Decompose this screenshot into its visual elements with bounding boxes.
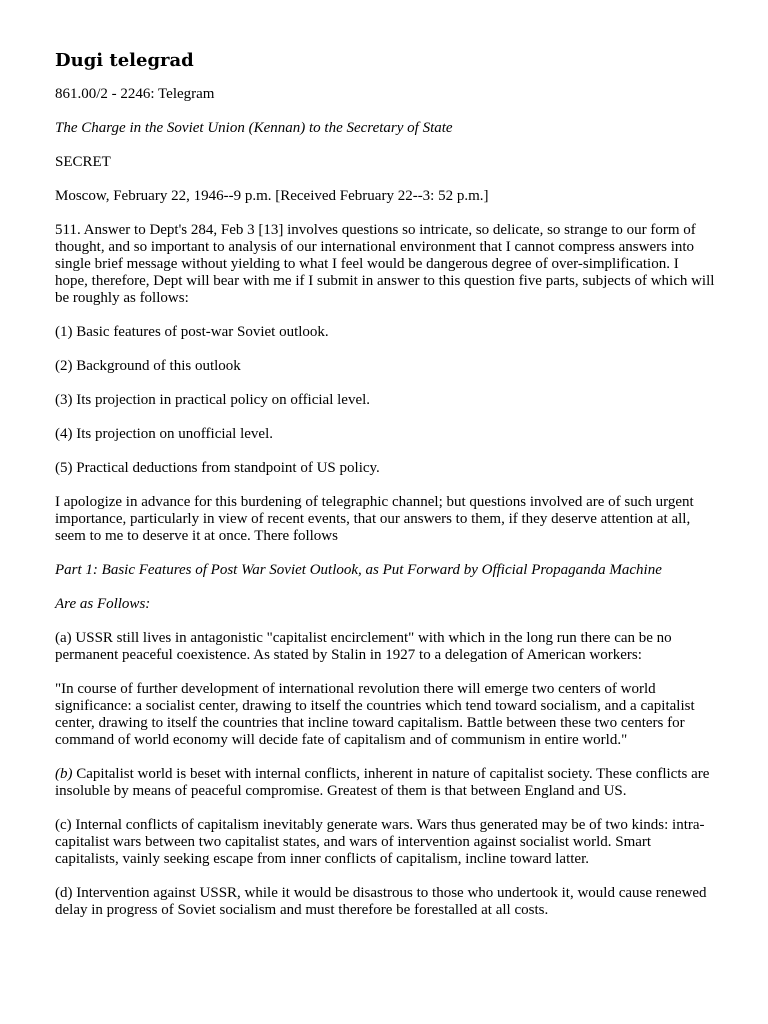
point-a-paragraph: (a) USSR still lives in antagonistic "capitalist encirclement" with which in the long run there can be no permanent peaceful coexistence. As stated by Stalin in 1927 to a delegation of American workers: [55, 630, 672, 663]
point-d-paragraph: (d) Intervention against USSR, while it would be disastrous to those who undertook it, would cause renewed delay in progress of Soviet socialism and must therefore be forestalled at all costs. [55, 885, 707, 918]
document-title: Dugi telegrad [55, 50, 194, 71]
intro-paragraph: 511. Answer to Dept's 284, Feb 3 [13] involves questions so intricate, so delicate, so strange to our form of thought, and so important to analysis of our international environment that I cannot compress answers into single brief message without yielding to what I feel would be dangerous degree of over-simplification. I hope, therefore, Dept will bear with me if I submit in answer to this question five parts, subjects of which will be roughly as follows: [55, 222, 715, 306]
part1-heading: Part 1: Basic Features of Post War Soviet Outlook, as Put Forward by Official Propaganda Machine [55, 562, 662, 578]
part-item-2: (2) Background of this outlook [55, 358, 241, 374]
part-item-1: (1) Basic features of post-war Soviet outlook. [55, 324, 329, 340]
reference-line: 861.00/2 - 2246: Telegram [55, 86, 215, 102]
point-c-paragraph: (c) Internal conflicts of capitalism inevitably generate wars. Wars thus generated may be of two kinds: intra-capitalist wars between two capitalist states, and wars of intervention against socialist world. Smart capitalists, vainly seeking escape from inner conflicts of capitalism, incline toward latter. [55, 817, 705, 867]
point-b-label: (b) [55, 766, 73, 782]
point-b-text: Capitalist world is beset with internal conflicts, inherent in nature of capitalist society. These conflicts are insoluble by means of peaceful compromise. Greatest of them is that between England and US. [55, 766, 710, 799]
part-item-5: (5) Practical deductions from standpoint of US policy. [55, 460, 380, 476]
part-item-3: (3) Its projection in practical policy on official level. [55, 392, 371, 408]
dateline: Moscow, February 22, 1946--9 p.m. [Received February 22--3: 52 p.m.] [55, 188, 489, 204]
apology-paragraph: I apologize in advance for this burdening of telegraphic channel; but questions involved are of such urgent importance, particularly in view of recent events, that our answers to them, if they deserve attention at all, seem to me to deserve it at once. There follows [55, 494, 694, 544]
part1-subheading: Are as Follows: [55, 596, 151, 612]
part-item-4: (4) Its projection on unofficial level. [55, 426, 273, 442]
point-b-paragraph [55, 766, 715, 800]
document-page [55, 50, 715, 936]
subtitle-line: The Charge in the Soviet Union (Kennan) to the Secretary of State [55, 120, 453, 136]
classification-line: SECRET [55, 154, 111, 170]
stalin-quote-paragraph: "In course of further development of international revolution there will emerge two centers of world significance: a socialist center, drawing to itself the countries which tend toward socialism, and a capitalist center, drawing to itself the countries that incline toward capitalism. Battle between these two centers for command of world economy will decide fate of capitalism and of communism in entire world." [55, 681, 695, 748]
